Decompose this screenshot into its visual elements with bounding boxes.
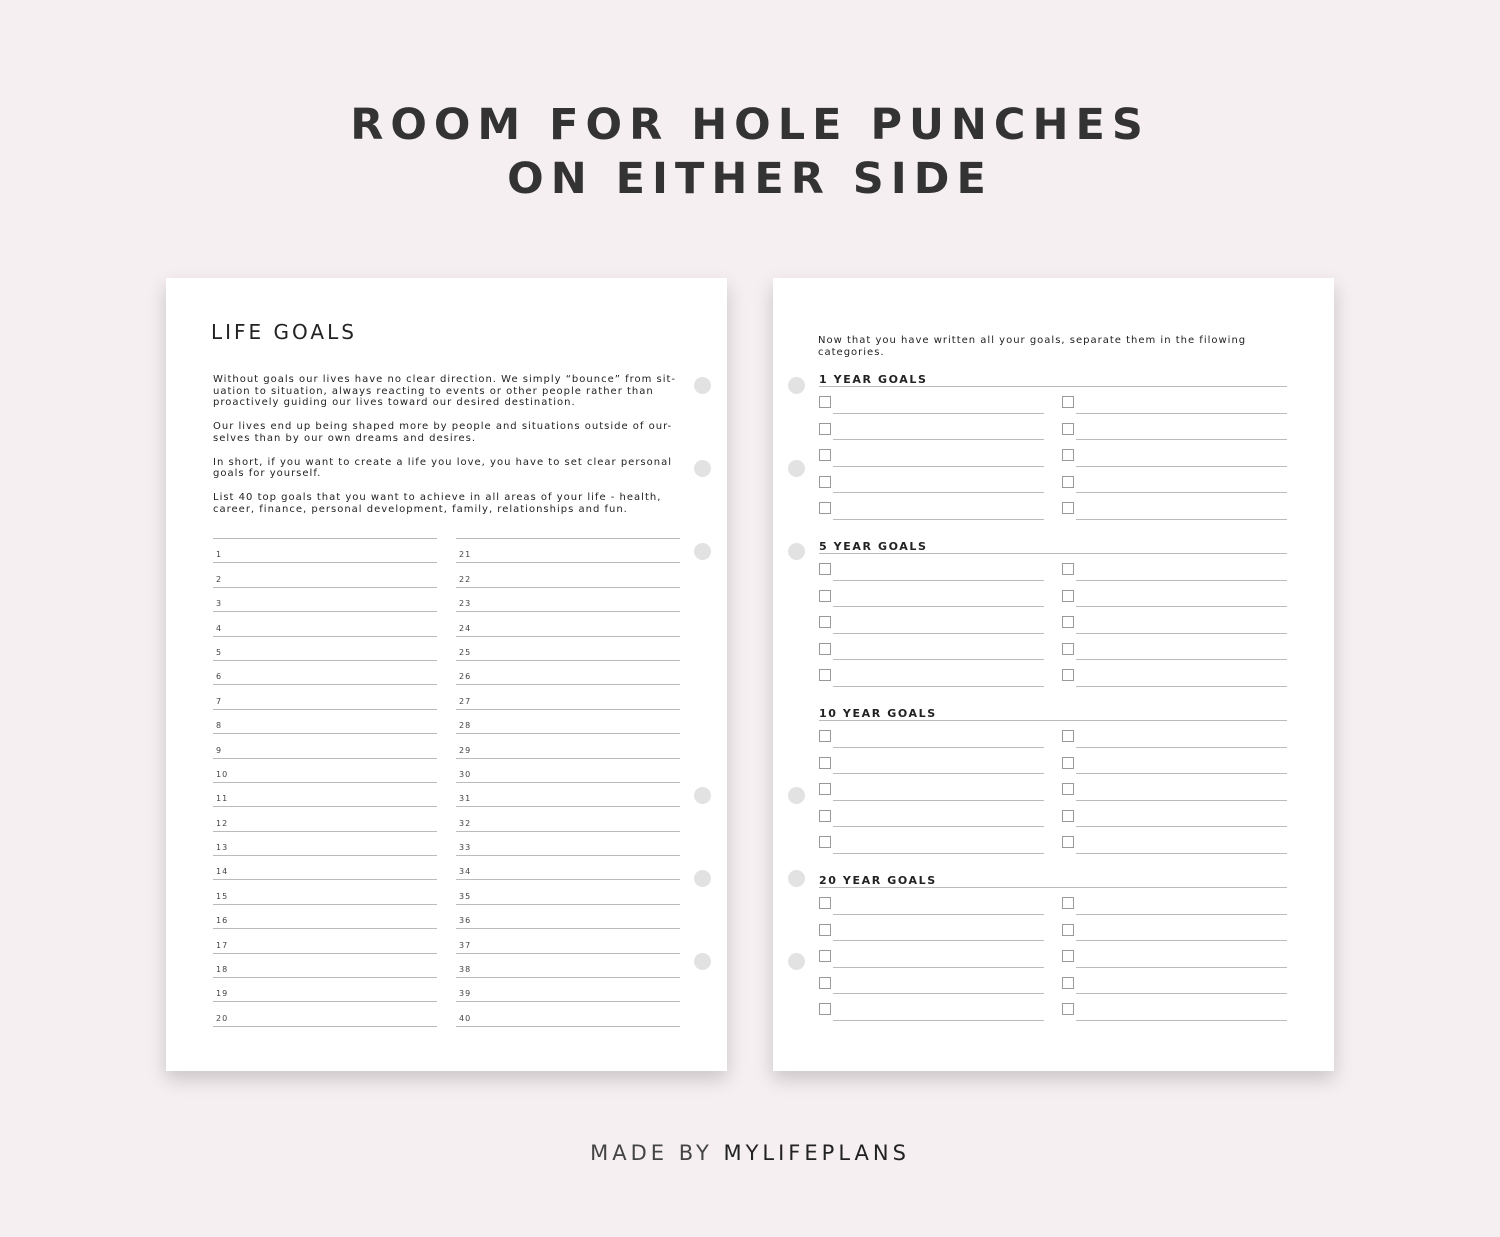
goal-number: 25 [459, 647, 472, 657]
headline-line-1: ROOM FOR HOLE PUNCHES [350, 100, 1150, 150]
goal-number: 2 [216, 574, 223, 584]
goal-number: 12 [216, 818, 229, 828]
intro-paragraph: Without goals our lives have no clear direction. We simply “bounce” from sit-uation to situation, always reacting to events or other people rather than proactively guiding our lives toward our desired destination. [213, 374, 677, 409]
goal-number: 36 [459, 916, 472, 926]
goal-line[interactable] [456, 856, 680, 880]
goal-number: 16 [216, 916, 229, 926]
goal-checkbox-row[interactable] [819, 721, 1044, 748]
goal-checkbox-row[interactable] [1062, 607, 1287, 634]
goal-number: 30 [459, 769, 472, 779]
goal-checkbox-row[interactable] [1062, 554, 1287, 581]
checkbox[interactable] [819, 783, 831, 795]
goal-number: 8 [216, 721, 223, 731]
goal-line[interactable] [456, 905, 680, 929]
goal-line[interactable] [456, 783, 680, 807]
goal-number: 4 [216, 623, 223, 633]
goal-line[interactable] [213, 905, 437, 929]
goal-number: 15 [216, 891, 229, 901]
goal-checkbox-row[interactable] [819, 634, 1044, 661]
punch-hole [788, 543, 805, 560]
checkbox[interactable] [819, 643, 831, 655]
goal-line[interactable] [456, 832, 680, 856]
instructions-text: Now that you have written all your goals, separate them in the filowing categories. [818, 335, 1247, 358]
goal-line[interactable] [456, 637, 680, 661]
footer-brand: MYLIFEPLANS [723, 1141, 910, 1165]
goal-checkbox-row[interactable] [1062, 774, 1287, 801]
checkbox[interactable] [819, 897, 831, 909]
goal-checkbox-row[interactable] [1062, 493, 1287, 520]
checkbox[interactable] [1062, 616, 1074, 628]
goal-line[interactable] [456, 759, 680, 783]
punch-hole [788, 787, 805, 804]
goal-checkbox-row[interactable] [819, 660, 1044, 687]
intro-paragraph: In short, if you want to create a life you love, you have to set clear personal goals for yourself. [213, 456, 673, 480]
goal-categories-page [773, 278, 1334, 1071]
section-title: 10 YEAR GOALS [819, 707, 1287, 721]
checkbox[interactable] [1062, 396, 1074, 408]
goal-line[interactable] [213, 685, 437, 709]
goal-line[interactable] [456, 880, 680, 904]
checkbox-column [819, 888, 1044, 1021]
checkbox[interactable] [819, 757, 831, 769]
checkbox[interactable] [819, 1003, 831, 1015]
goal-checkbox-row[interactable] [819, 888, 1044, 915]
checkbox[interactable] [819, 810, 831, 822]
goal-number: 1 [216, 550, 223, 560]
goal-number: 40 [459, 1013, 472, 1023]
goal-line[interactable] [213, 759, 437, 783]
checkbox[interactable] [819, 669, 831, 681]
checkbox[interactable] [819, 977, 831, 989]
goal-number: 22 [459, 574, 472, 584]
checkbox[interactable] [819, 396, 831, 408]
goal-line[interactable] [213, 880, 437, 904]
checkbox-grid [819, 888, 1287, 1028]
section-20-year [819, 874, 1287, 1028]
write-line [833, 853, 1044, 854]
checkbox[interactable] [1062, 502, 1074, 514]
goal-line[interactable] [213, 563, 437, 587]
punch-hole [694, 787, 711, 804]
goal-list-left [213, 538, 437, 1027]
goal-line[interactable] [213, 539, 437, 563]
intro-text [213, 374, 683, 527]
goal-line[interactable] [213, 734, 437, 758]
checkbox[interactable] [819, 950, 831, 962]
goal-line[interactable] [213, 637, 437, 661]
checkbox[interactable] [819, 616, 831, 628]
headline [0, 98, 1500, 206]
section-title: 1 YEAR GOALS [819, 373, 1287, 387]
goal-number: 19 [216, 989, 229, 999]
goal-checkbox-row[interactable] [1062, 467, 1287, 494]
checkbox[interactable] [1062, 449, 1074, 461]
goal-checkbox-row[interactable] [819, 915, 1044, 942]
goal-checkbox-row[interactable] [1062, 801, 1287, 828]
page-title: LIFE GOALS [211, 320, 357, 344]
goal-number: 11 [216, 794, 229, 804]
checkbox-column [1062, 721, 1287, 854]
goal-number: 6 [216, 672, 223, 682]
goal-checkbox-row[interactable] [1062, 387, 1287, 414]
checkbox[interactable] [1062, 1003, 1074, 1015]
life-goals-page [166, 278, 727, 1071]
checkbox[interactable] [819, 476, 831, 488]
goal-number: 13 [216, 843, 229, 853]
goal-number: 7 [216, 696, 223, 706]
goal-line[interactable] [213, 588, 437, 612]
goal-checkbox-row[interactable] [819, 748, 1044, 775]
goal-line[interactable] [456, 563, 680, 587]
goal-line[interactable] [456, 612, 680, 636]
goal-checkbox-row[interactable] [1062, 941, 1287, 968]
intro-paragraph: Our lives end up being shaped more by people and situations outside of our-selves than by our own dreams and desires. [213, 421, 673, 444]
checkbox[interactable] [1062, 977, 1074, 989]
footer-credit [0, 1141, 1500, 1165]
goal-number: 27 [459, 696, 472, 706]
goal-line[interactable] [456, 954, 680, 978]
section-title: 5 YEAR GOALS [819, 540, 1287, 554]
goal-checkbox-row[interactable] [819, 968, 1044, 995]
checkbox-column [819, 721, 1044, 854]
checkbox[interactable] [1062, 730, 1074, 742]
checkbox-column [1062, 387, 1287, 520]
goal-line[interactable] [456, 661, 680, 685]
goal-checkbox-row[interactable] [819, 941, 1044, 968]
punch-hole [694, 377, 711, 394]
checkbox[interactable] [819, 730, 831, 742]
checkbox[interactable] [819, 924, 831, 936]
goal-checkbox-row[interactable] [819, 801, 1044, 828]
goal-checkbox-row[interactable] [1062, 994, 1287, 1021]
punch-hole [694, 953, 711, 970]
checkbox[interactable] [1062, 810, 1074, 822]
goal-checkbox-row[interactable] [819, 994, 1044, 1021]
goal-number: 20 [216, 1013, 229, 1023]
checkbox[interactable] [1062, 950, 1074, 962]
goal-checkbox-row[interactable] [819, 827, 1044, 854]
section-5-year [819, 540, 1287, 694]
write-line [833, 519, 1044, 520]
goal-checkbox-row[interactable] [1062, 414, 1287, 441]
goal-number: 26 [459, 672, 472, 682]
checkbox[interactable] [1062, 836, 1074, 848]
goal-checkbox-row[interactable] [1062, 660, 1287, 687]
goal-number: 39 [459, 989, 472, 999]
checkbox[interactable] [1062, 924, 1074, 936]
headline-line-2: ON EITHER SIDE [507, 154, 993, 204]
goal-line[interactable] [456, 588, 680, 612]
write-line [1076, 853, 1287, 854]
goal-checkbox-row[interactable] [819, 554, 1044, 581]
goal-number: 35 [459, 891, 472, 901]
goal-checkbox-row[interactable] [1062, 581, 1287, 608]
goal-number: 29 [459, 745, 472, 755]
goal-number: 23 [459, 599, 472, 609]
punch-hole [788, 953, 805, 970]
punch-hole [788, 870, 805, 887]
goal-line[interactable] [456, 710, 680, 734]
goal-line[interactable] [213, 783, 437, 807]
goal-checkbox-row[interactable] [1062, 748, 1287, 775]
goal-number: 3 [216, 599, 223, 609]
goal-number: 17 [216, 940, 229, 950]
goal-line[interactable] [213, 612, 437, 636]
checkbox[interactable] [1062, 757, 1074, 769]
goal-number: 32 [459, 818, 472, 828]
goal-number: 31 [459, 794, 472, 804]
goal-line[interactable] [213, 954, 437, 978]
section-title: 20 YEAR GOALS [819, 874, 1287, 888]
goal-checkbox-row[interactable] [819, 607, 1044, 634]
checkbox[interactable] [819, 423, 831, 435]
checkbox[interactable] [819, 563, 831, 575]
checkbox[interactable] [1062, 476, 1074, 488]
checkbox-grid [819, 554, 1287, 694]
goal-line[interactable] [456, 929, 680, 953]
goal-line[interactable] [456, 1002, 680, 1026]
write-line [1076, 1020, 1287, 1021]
checkbox-grid [819, 387, 1287, 527]
goal-number: 5 [216, 647, 223, 657]
write-line [1076, 519, 1287, 520]
goal-line[interactable] [456, 978, 680, 1002]
goal-line[interactable] [213, 710, 437, 734]
goal-number: 28 [459, 721, 472, 731]
checkbox[interactable] [1062, 643, 1074, 655]
goal-checkbox-row[interactable] [819, 581, 1044, 608]
checkbox[interactable] [1062, 897, 1074, 909]
goal-checkbox-row[interactable] [819, 774, 1044, 801]
goal-line[interactable] [213, 929, 437, 953]
write-line [1076, 686, 1287, 687]
goal-checkbox-row[interactable] [819, 387, 1044, 414]
goal-checkbox-row[interactable] [1062, 915, 1287, 942]
goal-list-right [456, 538, 680, 1027]
intro-paragraph: List 40 top goals that you want to achieve in all areas of your life - health, career, finance, personal development, family, relationships and fun. [213, 491, 662, 515]
footer-prefix: MADE BY [590, 1141, 724, 1165]
goal-number: 24 [459, 623, 472, 633]
punch-hole [788, 377, 805, 394]
goal-line[interactable] [456, 685, 680, 709]
goal-line[interactable] [456, 539, 680, 563]
goal-number: 38 [459, 965, 472, 975]
punch-hole [694, 543, 711, 560]
punch-hole [694, 870, 711, 887]
goal-checkbox-row[interactable] [819, 493, 1044, 520]
goal-number: 34 [459, 867, 472, 877]
section-10-year [819, 707, 1287, 861]
goal-checkbox-row[interactable] [1062, 888, 1287, 915]
checkbox-column [1062, 554, 1287, 687]
checkbox[interactable] [1062, 423, 1074, 435]
checkbox-column [819, 387, 1044, 520]
checkbox[interactable] [819, 502, 831, 514]
checkbox[interactable] [1062, 783, 1074, 795]
checkbox[interactable] [819, 590, 831, 602]
goal-checkbox-row[interactable] [819, 440, 1044, 467]
goal-line[interactable] [213, 978, 437, 1002]
punch-hole [694, 460, 711, 477]
goal-number: 18 [216, 965, 229, 975]
goal-number: 14 [216, 867, 229, 877]
goal-line[interactable] [213, 807, 437, 831]
checkbox[interactable] [819, 449, 831, 461]
write-line [833, 1020, 1044, 1021]
goal-checkbox-row[interactable] [1062, 968, 1287, 995]
section-1-year [819, 373, 1287, 527]
checkbox[interactable] [1062, 590, 1074, 602]
goal-checkbox-row[interactable] [1062, 827, 1287, 854]
checkbox[interactable] [1062, 563, 1074, 575]
goal-number: 21 [459, 550, 472, 560]
goal-checkbox-row[interactable] [1062, 721, 1287, 748]
goal-checkbox-row[interactable] [819, 414, 1044, 441]
checkbox-column [1062, 888, 1287, 1021]
checkbox[interactable] [819, 836, 831, 848]
goal-number: 9 [216, 745, 223, 755]
checkbox-grid [819, 721, 1287, 861]
write-line [833, 686, 1044, 687]
punch-hole [788, 460, 805, 477]
goal-checkbox-row[interactable] [1062, 440, 1287, 467]
checkbox[interactable] [1062, 669, 1074, 681]
goal-number: 33 [459, 843, 472, 853]
goal-line[interactable] [213, 1002, 437, 1026]
goal-line[interactable] [213, 856, 437, 880]
goal-line[interactable] [456, 734, 680, 758]
goal-line[interactable] [456, 807, 680, 831]
goal-number: 10 [216, 769, 229, 779]
checkbox-column [819, 554, 1044, 687]
goal-line[interactable] [213, 661, 437, 685]
goal-checkbox-row[interactable] [819, 467, 1044, 494]
goal-checkbox-row[interactable] [1062, 634, 1287, 661]
goal-number: 37 [459, 940, 472, 950]
goal-line[interactable] [213, 832, 437, 856]
